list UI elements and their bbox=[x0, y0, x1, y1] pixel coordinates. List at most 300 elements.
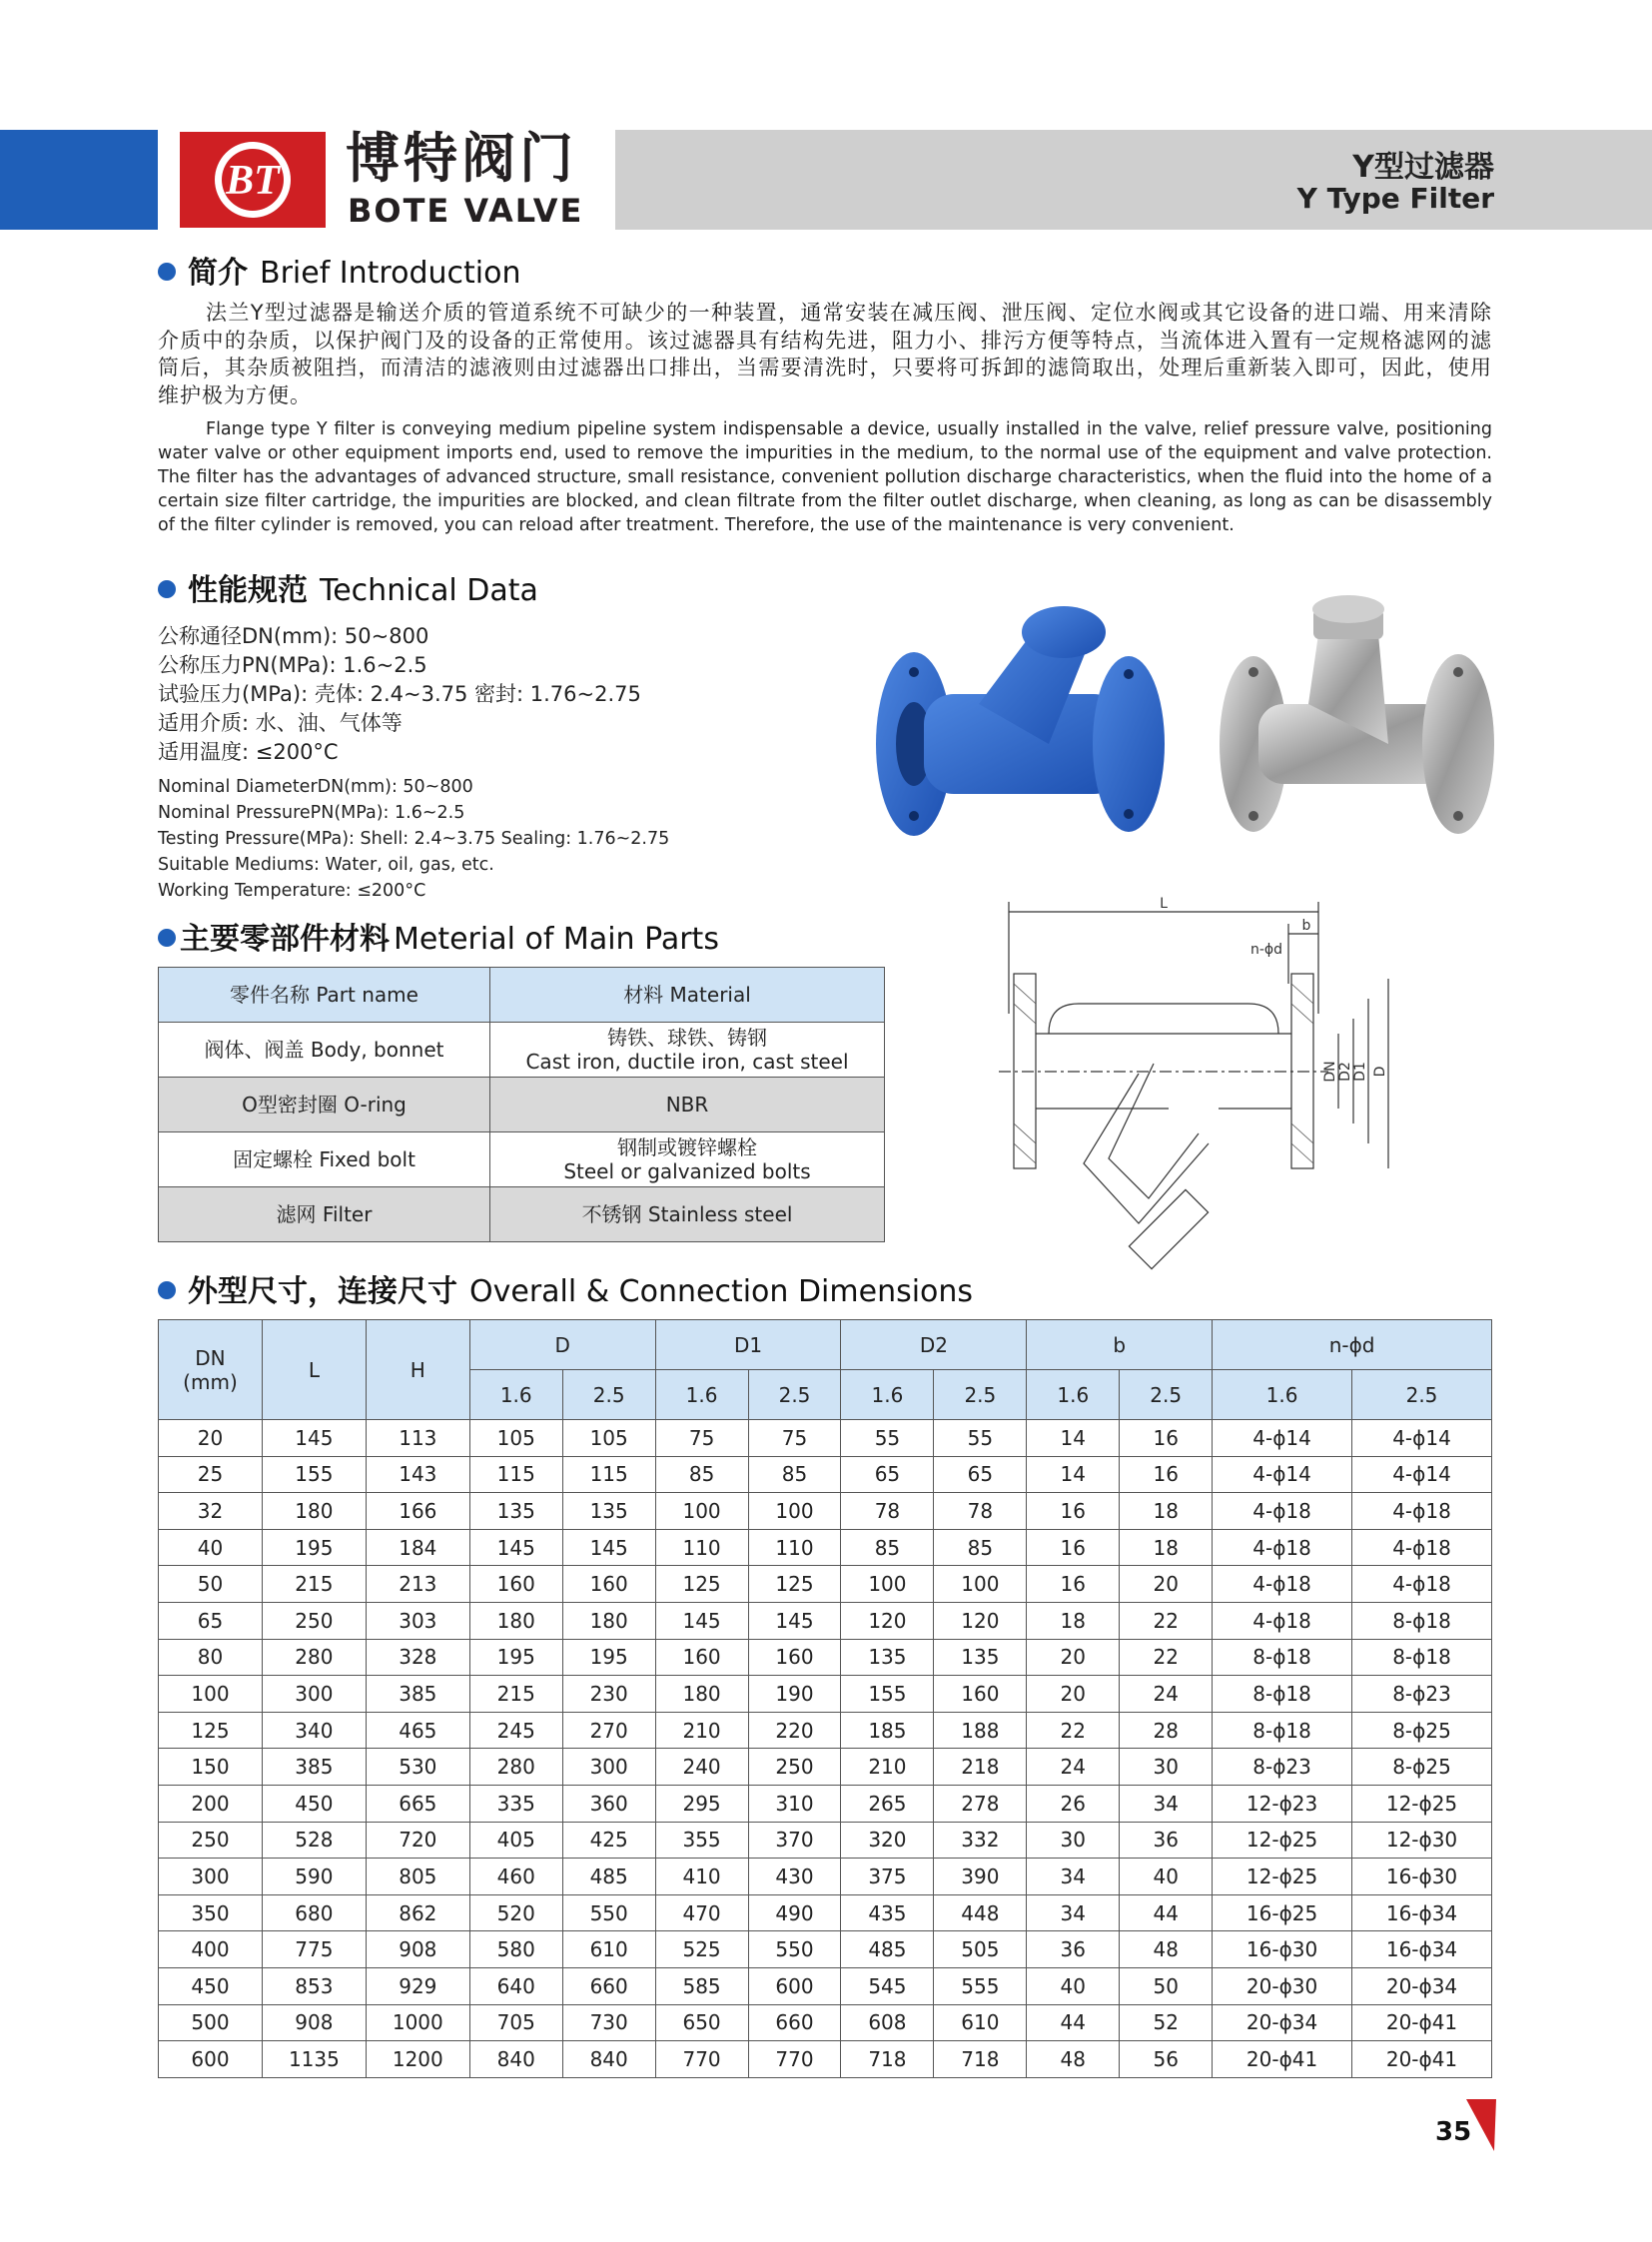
table-header-cell: 2.5 bbox=[562, 1370, 655, 1420]
table-cell: 16-ϕ30 bbox=[1213, 1931, 1352, 1968]
table-cell: 55 bbox=[934, 1420, 1027, 1457]
table-row bbox=[159, 1785, 1492, 1822]
table-cell: 44 bbox=[1120, 1894, 1213, 1931]
table-cell: 80 bbox=[159, 1639, 263, 1676]
table-cell: 505 bbox=[934, 1931, 1027, 1968]
table-cell: 8-ϕ23 bbox=[1352, 1676, 1492, 1713]
table-cell: 355 bbox=[655, 1822, 748, 1859]
table-cell: 24 bbox=[1120, 1676, 1213, 1713]
table-row bbox=[159, 1749, 1492, 1786]
table-cell: 22 bbox=[1027, 1712, 1120, 1749]
drawing-label-b: b bbox=[1301, 918, 1311, 934]
table-cell: 18 bbox=[1120, 1493, 1213, 1530]
table-cell: 210 bbox=[655, 1712, 748, 1749]
table-cell: 718 bbox=[841, 2041, 934, 2078]
table-cell: 245 bbox=[469, 1712, 562, 1749]
table-row bbox=[159, 1676, 1492, 1713]
brand-name-cn: 博特阀门 bbox=[346, 127, 577, 190]
table-cell: 16 bbox=[1120, 1456, 1213, 1493]
table-cell: 40 bbox=[1027, 1967, 1120, 2004]
table-cell: 430 bbox=[748, 1859, 841, 1895]
table-cell: 929 bbox=[366, 1967, 469, 2004]
table-cell: 4-ϕ14 bbox=[1352, 1420, 1492, 1457]
table-cell: 20-ϕ30 bbox=[1213, 1967, 1352, 2004]
table-header-cell: H bbox=[366, 1320, 469, 1420]
table-cell: 100 bbox=[934, 1566, 1027, 1603]
table-cell: 555 bbox=[934, 1967, 1027, 2004]
table-cell: 215 bbox=[262, 1566, 366, 1603]
table-cell: 610 bbox=[934, 2004, 1027, 2041]
table-cell: 1135 bbox=[262, 2041, 366, 2078]
page-title-en: Y Type Filter bbox=[1296, 182, 1494, 215]
intro-text-en: Flange type Y filter is conveying medium pipeline system indispensable a device, usually installed in the valve, relief pressure valve, positioning water valve or other equipment imports end, used to remove the impurities in the medium, to the normal use of the equipment and valve protection. The filter has the advantages of advanced structure, small resistance, convenient pollution discharge characteristics, when the fluid into the home of a certain size filter cartridge, the impurities are blocked, and clean filtrate from the filter outlet discharge, when cleaning, as long as can be disassembly of the filter cylinder is removed, you can reload after treatment. Therefore, the use of the maintenance is very convenient. bbox=[158, 419, 1492, 535]
table-row bbox=[159, 1639, 1492, 1676]
table-cell: 78 bbox=[934, 1493, 1027, 1530]
table-cell: 16-ϕ34 bbox=[1352, 1894, 1492, 1931]
table-cell: 185 bbox=[841, 1712, 934, 1749]
intro-text-cn: 法兰Y型过滤器是输送介质的管道系统不可缺少的一种装置，通常安装在减压阀、泄压阀、定位水阀或其它设备的进口端、用来清除介质中的杂质，以保护阀门及的设备的正常使用。该过滤器具有结构先进，阻力小、排污方便等特点，当流体进入置有一定规格滤网的滤筒后，其杂质被阻挡，而清洁的滤液则由过滤器出口排出，当需要清洗时，只要将可拆卸的滤筒取出，处理后重新装入即可，因此，使用维护极为方便。 bbox=[158, 301, 1492, 407]
table-cell: 56 bbox=[1120, 2041, 1213, 2078]
table-cell: 660 bbox=[562, 1967, 655, 2004]
table-cell: 240 bbox=[655, 1749, 748, 1786]
table-cell: 85 bbox=[655, 1456, 748, 1493]
table-cell: 100 bbox=[159, 1676, 263, 1713]
table-row bbox=[159, 1894, 1492, 1931]
table-cell: 145 bbox=[262, 1420, 366, 1457]
table-cell: 166 bbox=[366, 1493, 469, 1530]
table-cell: 145 bbox=[469, 1529, 562, 1566]
table-row bbox=[159, 1712, 1492, 1749]
table-cell: 85 bbox=[841, 1529, 934, 1566]
table-cell: 135 bbox=[841, 1639, 934, 1676]
table-header-cell: n-ϕd bbox=[1213, 1320, 1492, 1370]
table-cell: 85 bbox=[748, 1456, 841, 1493]
logo-emblem-icon bbox=[180, 132, 326, 228]
table-cell: 460 bbox=[469, 1859, 562, 1895]
table-header-cell: D1 bbox=[655, 1320, 841, 1370]
table-cell: 300 bbox=[159, 1859, 263, 1895]
table-cell: 120 bbox=[934, 1602, 1027, 1639]
table-cell: 718 bbox=[934, 2041, 1027, 2078]
tech-line-en: Testing Pressure(MPa): Shell: 2.4~3.75 Sealing: 1.76~2.75 bbox=[158, 829, 670, 849]
table-cell: 332 bbox=[934, 1822, 1027, 1859]
table-cell: 425 bbox=[562, 1822, 655, 1859]
table-cell: 310 bbox=[748, 1785, 841, 1822]
table-cell: 4-ϕ18 bbox=[1213, 1493, 1352, 1530]
table-cell: 8-ϕ18 bbox=[1213, 1676, 1352, 1713]
table-cell: 908 bbox=[262, 2004, 366, 2041]
table-header-row bbox=[159, 968, 885, 1023]
table-cell: 215 bbox=[469, 1676, 562, 1713]
table-cell: 705 bbox=[469, 2004, 562, 2041]
drawing-label-nd: n-ϕd bbox=[1250, 942, 1283, 958]
table-cell: 730 bbox=[562, 2004, 655, 2041]
table-cell: 660 bbox=[748, 2004, 841, 2041]
table-cell: 100 bbox=[748, 1493, 841, 1530]
table-cell: 8-ϕ18 bbox=[1352, 1639, 1492, 1676]
table-cell: 180 bbox=[469, 1602, 562, 1639]
table-cell: 145 bbox=[748, 1602, 841, 1639]
table-header-cell: 1.6 bbox=[1027, 1370, 1120, 1420]
table-cell: 190 bbox=[748, 1676, 841, 1713]
table-header-cell: 材料 Material bbox=[490, 968, 885, 1023]
table-header-cell: 1.6 bbox=[841, 1370, 934, 1420]
table-cell: 410 bbox=[655, 1859, 748, 1895]
table-cell: 335 bbox=[469, 1785, 562, 1822]
tech-heading: 性能规范 Technical Data bbox=[158, 573, 538, 609]
table-cell: 184 bbox=[366, 1529, 469, 1566]
table-cell: 525 bbox=[655, 1931, 748, 1968]
table-cell: 250 bbox=[262, 1602, 366, 1639]
table-cell: 160 bbox=[748, 1639, 841, 1676]
table-cell: 145 bbox=[562, 1529, 655, 1566]
table-cell: 160 bbox=[655, 1639, 748, 1676]
part-material-cell: 不锈钢 Stainless steel bbox=[490, 1187, 885, 1242]
table-cell: 280 bbox=[262, 1639, 366, 1676]
drawing-label-L: L bbox=[1160, 896, 1168, 912]
table-cell: 12-ϕ25 bbox=[1213, 1859, 1352, 1895]
table-row bbox=[159, 1187, 885, 1242]
table-cell: 78 bbox=[841, 1493, 934, 1530]
table-cell: 85 bbox=[934, 1529, 1027, 1566]
table-cell: 270 bbox=[562, 1712, 655, 1749]
table-cell: 16 bbox=[1027, 1566, 1120, 1603]
table-cell: 400 bbox=[159, 1931, 263, 1968]
table-cell: 250 bbox=[159, 1822, 263, 1859]
table-row bbox=[159, 1493, 1492, 1530]
table-cell: 550 bbox=[748, 1931, 841, 1968]
bullet-icon bbox=[158, 929, 176, 947]
table-cell: 180 bbox=[262, 1493, 366, 1530]
table-cell: 650 bbox=[655, 2004, 748, 2041]
table-row bbox=[159, 1132, 885, 1187]
table-cell: 1200 bbox=[366, 2041, 469, 2078]
page-title-cn: Y型过滤器 bbox=[1352, 150, 1494, 185]
parts-heading: 主要零部件材料 Meterial of Main Parts bbox=[158, 922, 719, 958]
table-row bbox=[159, 2041, 1492, 2078]
table-cell: 20 bbox=[1120, 1566, 1213, 1603]
table-cell: 550 bbox=[562, 1894, 655, 1931]
table-row bbox=[159, 1602, 1492, 1639]
table-cell: 40 bbox=[1120, 1859, 1213, 1895]
table-cell: 22 bbox=[1120, 1639, 1213, 1676]
table-cell: 160 bbox=[469, 1566, 562, 1603]
table-cell: 770 bbox=[655, 2041, 748, 2078]
table-cell: 55 bbox=[841, 1420, 934, 1457]
table-cell: 34 bbox=[1027, 1859, 1120, 1895]
table-cell: 340 bbox=[262, 1712, 366, 1749]
table-cell: 300 bbox=[262, 1676, 366, 1713]
parts-table bbox=[158, 967, 885, 1242]
table-cell: 50 bbox=[1120, 1967, 1213, 2004]
table-header-cell: D bbox=[469, 1320, 655, 1370]
table-cell: 450 bbox=[159, 1967, 263, 2004]
table-cell: 125 bbox=[159, 1712, 263, 1749]
table-cell: 52 bbox=[1120, 2004, 1213, 2041]
table-cell: 48 bbox=[1120, 1931, 1213, 1968]
table-cell: 4-ϕ14 bbox=[1213, 1420, 1352, 1457]
part-name-cell: 滤网 Filter bbox=[159, 1187, 490, 1242]
bote-logo bbox=[180, 132, 326, 228]
table-cell: 20-ϕ41 bbox=[1352, 2004, 1492, 2041]
table-cell: 450 bbox=[262, 1785, 366, 1822]
table-header-cell: 1.6 bbox=[469, 1370, 562, 1420]
table-cell: 580 bbox=[469, 1931, 562, 1968]
table-cell: 600 bbox=[159, 2041, 263, 2078]
table-cell: 195 bbox=[469, 1639, 562, 1676]
table-cell: 4-ϕ18 bbox=[1213, 1566, 1352, 1603]
table-cell: 22 bbox=[1120, 1602, 1213, 1639]
table-cell: 220 bbox=[748, 1712, 841, 1749]
part-name-cell: 固定螺栓 Fixed bolt bbox=[159, 1132, 490, 1187]
table-cell: 14 bbox=[1027, 1456, 1120, 1493]
table-cell: 20-ϕ34 bbox=[1213, 2004, 1352, 2041]
drawing-label-D: D bbox=[1372, 1066, 1388, 1078]
table-cell: 20 bbox=[1027, 1676, 1120, 1713]
table-cell: 585 bbox=[655, 1967, 748, 2004]
table-row bbox=[159, 1566, 1492, 1603]
table-cell: 250 bbox=[748, 1749, 841, 1786]
dims-heading: 外型尺寸，连接尺寸 Overall & Connection Dimensions bbox=[158, 1274, 973, 1310]
table-header-cell: b bbox=[1027, 1320, 1213, 1370]
tech-line-cn: 试验压力(MPa): 壳体: 2.4~3.75 密封: 1.76~2.75 bbox=[158, 682, 641, 706]
table-cell: 125 bbox=[655, 1566, 748, 1603]
table-cell: 30 bbox=[1120, 1749, 1213, 1786]
table-row bbox=[159, 1931, 1492, 1968]
table-cell: 135 bbox=[469, 1493, 562, 1530]
table-cell: 48 bbox=[1027, 2041, 1120, 2078]
table-cell: 12-ϕ25 bbox=[1213, 1822, 1352, 1859]
table-cell: 195 bbox=[262, 1529, 366, 1566]
part-material-cell: NBR bbox=[490, 1078, 885, 1132]
table-cell: 30 bbox=[1027, 1822, 1120, 1859]
table-cell: 862 bbox=[366, 1894, 469, 1931]
part-material-cell: 钢制或镀锌螺栓 Steel or galvanized bolts bbox=[490, 1132, 885, 1187]
table-cell: 320 bbox=[841, 1822, 934, 1859]
tech-line-cn: 公称通径DN(mm): 50~800 bbox=[158, 624, 429, 648]
bullet-icon bbox=[158, 263, 176, 281]
table-header-cell: L bbox=[262, 1320, 366, 1420]
table-cell: 4-ϕ18 bbox=[1352, 1529, 1492, 1566]
table-header-cell: 1.6 bbox=[1213, 1370, 1352, 1420]
table-cell: 665 bbox=[366, 1785, 469, 1822]
table-cell: 155 bbox=[841, 1676, 934, 1713]
table-cell: 608 bbox=[841, 2004, 934, 2041]
drawing-label-D2: D2 bbox=[1337, 1062, 1353, 1082]
table-cell: 160 bbox=[562, 1566, 655, 1603]
table-cell: 295 bbox=[655, 1785, 748, 1822]
table-cell: 213 bbox=[366, 1566, 469, 1603]
table-cell: 545 bbox=[841, 1967, 934, 2004]
table-cell: 8-ϕ18 bbox=[1213, 1712, 1352, 1749]
table-cell: 435 bbox=[841, 1894, 934, 1931]
table-cell: 300 bbox=[562, 1749, 655, 1786]
table-cell: 20-ϕ34 bbox=[1352, 1967, 1492, 2004]
table-cell: 143 bbox=[366, 1456, 469, 1493]
table-cell: 40 bbox=[159, 1529, 263, 1566]
table-header-cell: DN (mm) bbox=[159, 1320, 263, 1420]
table-cell: 180 bbox=[562, 1602, 655, 1639]
tech-line-en: Working Temperature: ≤200°C bbox=[158, 881, 426, 901]
table-header-cell: 零件名称 Part name bbox=[159, 968, 490, 1023]
page-corner-icon bbox=[1466, 2099, 1496, 2151]
tech-line-cn: 公称压力PN(MPa): 1.6~2.5 bbox=[158, 653, 427, 677]
table-cell: 105 bbox=[562, 1420, 655, 1457]
table-cell: 640 bbox=[469, 1967, 562, 2004]
table-cell: 385 bbox=[262, 1749, 366, 1786]
table-cell: 4-ϕ18 bbox=[1213, 1529, 1352, 1566]
table-cell: 110 bbox=[748, 1529, 841, 1566]
table-cell: 805 bbox=[366, 1859, 469, 1895]
table-cell: 4-ϕ18 bbox=[1213, 1602, 1352, 1639]
part-name-cell: 阀体、阀盖 Body, bonnet bbox=[159, 1023, 490, 1078]
table-cell: 4-ϕ14 bbox=[1213, 1456, 1352, 1493]
table-row bbox=[159, 1967, 1492, 2004]
table-cell: 32 bbox=[159, 1493, 263, 1530]
table-cell: 105 bbox=[469, 1420, 562, 1457]
table-cell: 590 bbox=[262, 1859, 366, 1895]
table-cell: 485 bbox=[841, 1931, 934, 1968]
table-cell: 470 bbox=[655, 1894, 748, 1931]
table-row bbox=[159, 1822, 1492, 1859]
table-header-cell: D2 bbox=[841, 1320, 1027, 1370]
table-header-cell: 1.6 bbox=[655, 1370, 748, 1420]
table-cell: 16 bbox=[1120, 1420, 1213, 1457]
table-cell: 100 bbox=[841, 1566, 934, 1603]
tech-line-cn: 适用介质: 水、油、气体等 bbox=[158, 711, 403, 735]
table-cell: 528 bbox=[262, 1822, 366, 1859]
table-cell: 8-ϕ18 bbox=[1213, 1639, 1352, 1676]
table-cell: 150 bbox=[159, 1749, 263, 1786]
table-header-cell: 2.5 bbox=[748, 1370, 841, 1420]
table-cell: 26 bbox=[1027, 1785, 1120, 1822]
brand-name-en: BOTE VALVE bbox=[348, 192, 584, 230]
table-cell: 4-ϕ18 bbox=[1352, 1493, 1492, 1530]
table-cell: 908 bbox=[366, 1931, 469, 1968]
table-cell: 20-ϕ41 bbox=[1352, 2041, 1492, 2078]
table-cell: 680 bbox=[262, 1894, 366, 1931]
bullet-icon bbox=[158, 580, 176, 598]
table-cell: 530 bbox=[366, 1749, 469, 1786]
table-row bbox=[159, 1529, 1492, 1566]
table-cell: 465 bbox=[366, 1712, 469, 1749]
table-cell: 135 bbox=[934, 1639, 1027, 1676]
table-cell: 44 bbox=[1027, 2004, 1120, 2041]
table-cell: 350 bbox=[159, 1894, 263, 1931]
table-cell: 65 bbox=[841, 1456, 934, 1493]
drawing-label-D1: D1 bbox=[1352, 1062, 1368, 1082]
table-cell: 770 bbox=[748, 2041, 841, 2078]
table-cell: 75 bbox=[748, 1420, 841, 1457]
table-cell: 36 bbox=[1027, 1931, 1120, 1968]
tech-line-en: Nominal DiameterDN(mm): 50~800 bbox=[158, 777, 473, 797]
table-cell: 8-ϕ25 bbox=[1352, 1749, 1492, 1786]
table-cell: 385 bbox=[366, 1676, 469, 1713]
table-cell: 500 bbox=[159, 2004, 263, 2041]
dimensions-table bbox=[158, 1319, 1492, 2078]
table-cell: 36 bbox=[1120, 1822, 1213, 1859]
table-cell: 8-ϕ23 bbox=[1213, 1749, 1352, 1786]
table-cell: 490 bbox=[748, 1894, 841, 1931]
table-cell: 34 bbox=[1027, 1894, 1120, 1931]
table-cell: 180 bbox=[655, 1676, 748, 1713]
page-number: 35 bbox=[1435, 2117, 1472, 2147]
tech-line-cn: 适用温度: ≤200°C bbox=[158, 740, 339, 764]
drawing-label-DN: DN bbox=[1322, 1061, 1338, 1083]
table-cell: 188 bbox=[934, 1712, 1027, 1749]
table-header-cell: 2.5 bbox=[1352, 1370, 1492, 1420]
table-cell: 120 bbox=[841, 1602, 934, 1639]
header-blue-block bbox=[0, 130, 158, 230]
table-cell: 4-ϕ14 bbox=[1352, 1456, 1492, 1493]
table-cell: 16-ϕ25 bbox=[1213, 1894, 1352, 1931]
table-row bbox=[159, 1023, 885, 1078]
table-cell: 155 bbox=[262, 1456, 366, 1493]
table-cell: 20 bbox=[159, 1420, 263, 1457]
table-cell: 28 bbox=[1120, 1712, 1213, 1749]
table-cell: 160 bbox=[934, 1676, 1027, 1713]
table-cell: 12-ϕ25 bbox=[1352, 1785, 1492, 1822]
table-cell: 110 bbox=[655, 1529, 748, 1566]
table-cell: 600 bbox=[748, 1967, 841, 2004]
part-name-cell: O型密封圈 O-ring bbox=[159, 1078, 490, 1132]
table-header-cell: 2.5 bbox=[934, 1370, 1027, 1420]
product-photos bbox=[869, 594, 1508, 884]
table-cell: 840 bbox=[469, 2041, 562, 2078]
table-cell: 34 bbox=[1120, 1785, 1213, 1822]
logo-letters: BT bbox=[226, 158, 280, 204]
table-header-cell: 2.5 bbox=[1120, 1370, 1213, 1420]
table-cell: 218 bbox=[934, 1749, 1027, 1786]
table-cell: 200 bbox=[159, 1785, 263, 1822]
table-cell: 75 bbox=[655, 1420, 748, 1457]
table-cell: 65 bbox=[159, 1602, 263, 1639]
table-cell: 65 bbox=[934, 1456, 1027, 1493]
bullet-icon bbox=[158, 1281, 176, 1299]
table-cell: 328 bbox=[366, 1639, 469, 1676]
table-row bbox=[159, 2004, 1492, 2041]
table-cell: 1000 bbox=[366, 2004, 469, 2041]
table-cell: 405 bbox=[469, 1822, 562, 1859]
table-cell: 278 bbox=[934, 1785, 1027, 1822]
table-cell: 610 bbox=[562, 1931, 655, 1968]
tech-line-en: Nominal PressurePN(MPa): 1.6~2.5 bbox=[158, 803, 465, 823]
table-cell: 4-ϕ18 bbox=[1352, 1566, 1492, 1603]
table-cell: 720 bbox=[366, 1822, 469, 1859]
table-cell: 8-ϕ25 bbox=[1352, 1712, 1492, 1749]
table-cell: 195 bbox=[562, 1639, 655, 1676]
table-cell: 16 bbox=[1027, 1529, 1120, 1566]
table-cell: 20-ϕ41 bbox=[1213, 2041, 1352, 2078]
table-cell: 115 bbox=[469, 1456, 562, 1493]
table-cell: 125 bbox=[748, 1566, 841, 1603]
table-cell: 24 bbox=[1027, 1749, 1120, 1786]
table-cell: 265 bbox=[841, 1785, 934, 1822]
table-cell: 12-ϕ30 bbox=[1352, 1822, 1492, 1859]
intro-heading: 简介 Brief Introduction bbox=[158, 256, 520, 292]
table-cell: 16 bbox=[1027, 1493, 1120, 1530]
table-cell: 775 bbox=[262, 1931, 366, 1968]
table-row bbox=[159, 1420, 1492, 1457]
table-cell: 113 bbox=[366, 1420, 469, 1457]
table-row bbox=[159, 1859, 1492, 1895]
table-cell: 145 bbox=[655, 1602, 748, 1639]
dimension-drawing bbox=[989, 894, 1428, 1293]
table-cell: 100 bbox=[655, 1493, 748, 1530]
blue-y-filter-image bbox=[876, 606, 1165, 836]
table-cell: 390 bbox=[934, 1859, 1027, 1895]
table-cell: 18 bbox=[1027, 1602, 1120, 1639]
